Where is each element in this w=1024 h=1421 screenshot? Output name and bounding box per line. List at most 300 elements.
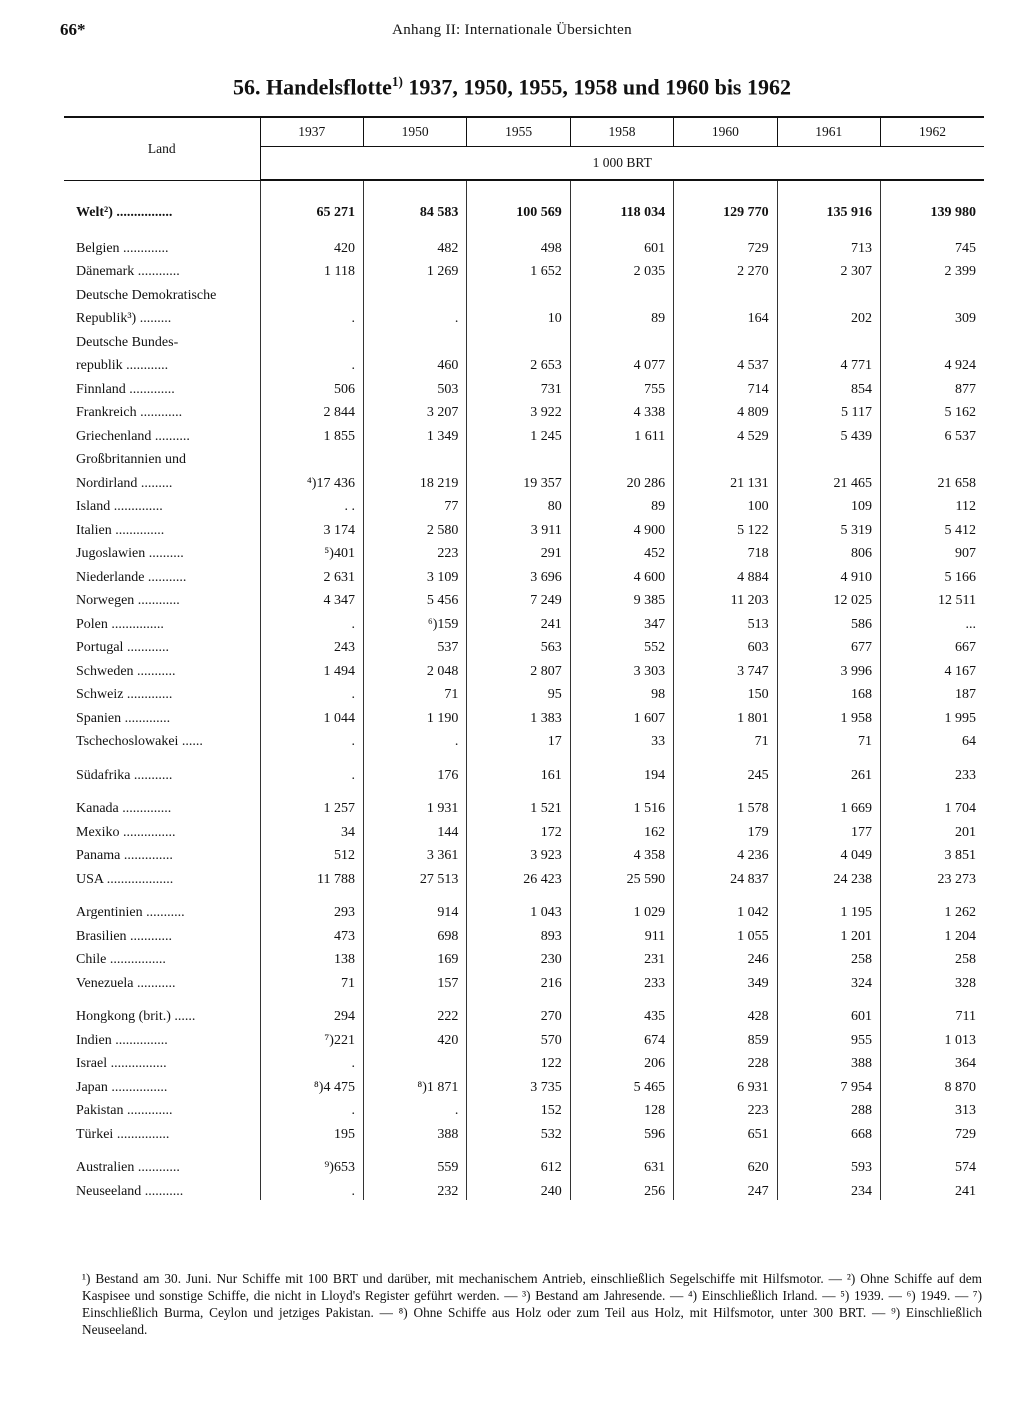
value-cell: 473 <box>260 921 363 945</box>
table-row <box>64 680 984 704</box>
value-cell: 1 043 <box>467 898 570 922</box>
value-cell: 24 238 <box>777 864 880 888</box>
table-row <box>64 633 984 657</box>
table-row <box>64 351 984 375</box>
value-cell: 388 <box>363 1119 466 1143</box>
value-cell: 674 <box>570 1025 673 1049</box>
country-label: Nordirland ......... <box>76 475 173 491</box>
country-label: Italien .............. <box>76 522 165 538</box>
value-cell: 1 801 <box>674 703 777 727</box>
value-cell: ... <box>880 609 984 633</box>
country-label: Deutsche Bundes- <box>76 334 179 350</box>
value-cell <box>570 445 673 469</box>
value-cell: 243 <box>260 633 363 657</box>
value-cell: 667 <box>880 633 984 657</box>
value-cell: 246 <box>674 945 777 969</box>
value-cell: 1 383 <box>467 703 570 727</box>
value-cell: ⁴)17 436 <box>260 468 363 492</box>
value-cell <box>674 280 777 304</box>
value-cell: 1 578 <box>674 794 777 818</box>
table-row <box>64 1072 984 1096</box>
value-cell: 2 807 <box>467 656 570 680</box>
year-header: 1937 <box>260 117 363 147</box>
value-cell: 364 <box>880 1049 984 1073</box>
value-cell: 677 <box>777 633 880 657</box>
country-label: Kanada .............. <box>76 801 172 816</box>
value-cell: 5 456 <box>363 586 466 610</box>
value-cell: . <box>260 304 363 328</box>
value-cell <box>363 1143 466 1153</box>
value-cell: 1 521 <box>467 794 570 818</box>
value-cell: 513 <box>674 609 777 633</box>
value-cell: 11 788 <box>260 864 363 888</box>
value-cell: 907 <box>880 539 984 563</box>
table-row <box>64 193 984 233</box>
value-cell <box>363 784 466 794</box>
value-cell: 711 <box>880 1002 984 1026</box>
value-cell: 1 044 <box>260 703 363 727</box>
value-cell: 2 035 <box>570 257 673 281</box>
table-row <box>64 656 984 680</box>
value-cell: 893 <box>467 921 570 945</box>
table-row <box>64 968 984 992</box>
country-label: Australien ............ <box>76 1160 180 1175</box>
value-cell: 2 844 <box>260 398 363 422</box>
year-header: 1962 <box>880 117 984 147</box>
country-label: Großbritannien und <box>76 452 187 467</box>
value-cell: 806 <box>777 539 880 563</box>
value-cell: 233 <box>880 760 984 784</box>
table-row <box>64 233 984 257</box>
table-row <box>64 1143 984 1153</box>
value-cell: 452 <box>570 539 673 563</box>
value-cell: 261 <box>777 760 880 784</box>
table-row <box>64 817 984 841</box>
value-cell: 4 529 <box>674 421 777 445</box>
value-cell: . <box>260 1176 363 1200</box>
value-cell: 228 <box>674 1049 777 1073</box>
value-cell: . <box>260 680 363 704</box>
value-cell: 1 118 <box>260 257 363 281</box>
value-cell <box>467 750 570 760</box>
value-cell: 574 <box>880 1153 984 1177</box>
value-cell: 112 <box>880 492 984 516</box>
value-cell: . <box>363 727 466 751</box>
value-cell: 168 <box>777 680 880 704</box>
value-cell <box>880 750 984 760</box>
value-cell: 729 <box>880 1119 984 1143</box>
value-cell: 177 <box>777 817 880 841</box>
footnotes: ¹) Bestand am 30. Juni. Nur Schiffe mit 100 BRT und darüber, mit mechanischem Antrieb, einschließlich Segelschiffe mit Hilfsmotor. — ²) Ohne Schiffe auf dem Kaspisee und sonstige Schiffe, die nicht in Lloyd's Register geführt werden. — ³) Bestand am Jahresende. — ⁴) Einschließlich Irland. — ⁵) 1939. — ⁶) 1949. — ⁷) Einschließlich Burma, Ceylon und jetziges Pakistan. — ⁸) Ohne Schiffe aus Holz oder zum Teil aus Holz, mit Hilfsmotor, unter 300 BRT. — ⁹) Einschließlich Neuseeland. <box>82 1271 982 1337</box>
value-cell <box>570 280 673 304</box>
table-row <box>64 888 984 898</box>
value-cell: 3 996 <box>777 656 880 680</box>
value-cell: 620 <box>674 1153 777 1177</box>
value-cell: ⁹)653 <box>260 1153 363 1177</box>
value-cell: 1 652 <box>467 257 570 281</box>
value-cell: 2 631 <box>260 562 363 586</box>
title-footnote-mark: 1) <box>391 74 403 89</box>
value-cell <box>467 445 570 469</box>
value-cell: 877 <box>880 374 984 398</box>
value-cell: 187 <box>880 680 984 704</box>
value-cell <box>777 280 880 304</box>
value-cell: 5 465 <box>570 1072 673 1096</box>
table-row <box>64 784 984 794</box>
land-header: Land <box>64 117 260 180</box>
country-label <box>64 750 260 760</box>
value-cell: 4 809 <box>674 398 777 422</box>
running-header: Anhang II: Internationale Übersichten <box>392 22 632 38</box>
value-cell: 5 166 <box>880 562 984 586</box>
country-label: Island .............. <box>76 499 163 514</box>
value-cell: 258 <box>777 945 880 969</box>
value-cell: 100 <box>674 492 777 516</box>
country-label <box>64 1143 260 1153</box>
value-cell: 169 <box>363 945 466 969</box>
table-row <box>64 562 984 586</box>
value-cell <box>363 180 466 193</box>
value-cell <box>880 280 984 304</box>
value-cell: 4 910 <box>777 562 880 586</box>
value-cell: 1 958 <box>777 703 880 727</box>
value-cell: 755 <box>570 374 673 398</box>
year-header: 1950 <box>363 117 466 147</box>
value-cell <box>777 888 880 898</box>
value-cell: 21 465 <box>777 468 880 492</box>
value-cell <box>674 784 777 794</box>
table-row <box>64 539 984 563</box>
value-cell: 4 771 <box>777 351 880 375</box>
country-label: Jugoslawien .......... <box>76 546 184 561</box>
value-cell: 2 307 <box>777 257 880 281</box>
value-cell: 552 <box>570 633 673 657</box>
country-label: Schweiz ............. <box>76 687 173 702</box>
value-cell <box>880 1143 984 1153</box>
value-cell: 5 117 <box>777 398 880 422</box>
value-cell: . <box>260 351 363 375</box>
value-cell: 460 <box>363 351 466 375</box>
value-cell: 231 <box>570 945 673 969</box>
value-cell: 109 <box>777 492 880 516</box>
table-name: Handelsflotte <box>265 74 392 100</box>
value-cell: 4 358 <box>570 841 673 865</box>
value-cell <box>467 280 570 304</box>
country-label: Neuseeland ........... <box>76 1183 184 1199</box>
table-row <box>64 1153 984 1177</box>
value-cell: 241 <box>880 1176 984 1200</box>
value-cell: 313 <box>880 1096 984 1120</box>
value-cell <box>260 784 363 794</box>
value-cell: 84 583 <box>363 193 466 233</box>
value-cell: 714 <box>674 374 777 398</box>
table-row <box>64 750 984 760</box>
country-label: Portugal ............ <box>76 640 169 655</box>
country-label: Japan ................ <box>76 1079 168 1095</box>
value-cell: 586 <box>777 609 880 633</box>
value-cell: 26 423 <box>467 864 570 888</box>
country-label: Republik³) ......... <box>76 311 172 326</box>
value-cell <box>674 1143 777 1153</box>
value-cell: 27 513 <box>363 864 466 888</box>
value-cell: 245 <box>674 760 777 784</box>
value-cell: 2 399 <box>880 257 984 281</box>
value-cell <box>674 888 777 898</box>
value-cell: 532 <box>467 1119 570 1143</box>
value-cell: ⁶)159 <box>363 609 466 633</box>
value-cell: 179 <box>674 817 777 841</box>
value-cell: 328 <box>880 968 984 992</box>
value-cell <box>880 888 984 898</box>
value-cell: 232 <box>363 1176 466 1200</box>
value-cell: 6 931 <box>674 1072 777 1096</box>
value-cell: 122 <box>467 1049 570 1073</box>
value-cell: 1 055 <box>674 921 777 945</box>
value-cell: 241 <box>467 609 570 633</box>
country-label: Schweden ........... <box>76 663 176 679</box>
table-row <box>64 468 984 492</box>
country-label: Tschechoslowakei ...... <box>76 734 203 749</box>
value-cell <box>260 750 363 760</box>
value-cell: 240 <box>467 1176 570 1200</box>
table-row <box>64 515 984 539</box>
value-cell: 2 580 <box>363 515 466 539</box>
value-cell: 4 884 <box>674 562 777 586</box>
table-row <box>64 492 984 516</box>
value-cell: 349 <box>674 968 777 992</box>
value-cell: 1 029 <box>570 898 673 922</box>
value-cell: 4 900 <box>570 515 673 539</box>
table-row <box>64 280 984 304</box>
value-cell: 7 249 <box>467 586 570 610</box>
value-cell <box>880 445 984 469</box>
value-cell: 482 <box>363 233 466 257</box>
value-cell: 309 <box>880 304 984 328</box>
value-cell: 100 569 <box>467 193 570 233</box>
value-cell: 7 954 <box>777 1072 880 1096</box>
value-cell: . <box>260 609 363 633</box>
value-cell: 18 219 <box>363 468 466 492</box>
value-cell: 1 269 <box>363 257 466 281</box>
value-cell: 2 048 <box>363 656 466 680</box>
value-cell: 144 <box>363 817 466 841</box>
value-cell: 3 174 <box>260 515 363 539</box>
value-cell <box>363 327 466 351</box>
table-row <box>64 841 984 865</box>
value-cell: 420 <box>363 1025 466 1049</box>
value-cell: 150 <box>674 680 777 704</box>
table-row <box>64 1119 984 1143</box>
value-cell: 911 <box>570 921 673 945</box>
value-cell: 4 236 <box>674 841 777 865</box>
table-row <box>64 864 984 888</box>
value-cell: ⁸)4 475 <box>260 1072 363 1096</box>
table-row <box>64 609 984 633</box>
value-cell <box>777 992 880 1002</box>
table-row <box>64 586 984 610</box>
value-cell: 601 <box>777 1002 880 1026</box>
value-cell: 1 257 <box>260 794 363 818</box>
table-row <box>64 257 984 281</box>
value-cell <box>570 1143 673 1153</box>
value-cell <box>777 180 880 193</box>
value-cell <box>777 784 880 794</box>
value-cell: 258 <box>880 945 984 969</box>
value-cell <box>260 888 363 898</box>
country-label: Welt²) ................ <box>76 205 173 220</box>
value-cell: 33 <box>570 727 673 751</box>
table-row <box>64 398 984 422</box>
value-cell: 172 <box>467 817 570 841</box>
value-cell: 71 <box>674 727 777 751</box>
value-cell <box>260 180 363 193</box>
value-cell: 24 837 <box>674 864 777 888</box>
value-cell: 651 <box>674 1119 777 1143</box>
value-cell: 718 <box>674 539 777 563</box>
value-cell: 4 537 <box>674 351 777 375</box>
value-cell: 3 747 <box>674 656 777 680</box>
country-label: Deutsche Demokratische <box>76 287 217 303</box>
value-cell: 157 <box>363 968 466 992</box>
table-row <box>64 374 984 398</box>
value-cell: 3 735 <box>467 1072 570 1096</box>
value-cell: 596 <box>570 1119 673 1143</box>
value-cell: 201 <box>880 817 984 841</box>
value-cell: 1 190 <box>363 703 466 727</box>
country-label: USA ................... <box>76 871 174 887</box>
value-cell: 1 204 <box>880 921 984 945</box>
table-row <box>64 703 984 727</box>
value-cell: 612 <box>467 1153 570 1177</box>
value-cell <box>363 992 466 1002</box>
table-row <box>64 421 984 445</box>
value-cell: 631 <box>570 1153 673 1177</box>
value-cell: 139 980 <box>880 193 984 233</box>
value-cell: 194 <box>570 760 673 784</box>
value-cell <box>260 445 363 469</box>
country-label: Mexiko ............... <box>76 824 176 840</box>
value-cell: 1 607 <box>570 703 673 727</box>
country-label: Griechenland .......... <box>76 428 190 444</box>
value-cell <box>363 888 466 898</box>
value-cell: 77 <box>363 492 466 516</box>
value-cell: 4 077 <box>570 351 673 375</box>
value-cell: 19 357 <box>467 468 570 492</box>
table-row <box>64 1176 984 1200</box>
value-cell <box>880 992 984 1002</box>
value-cell: 1 245 <box>467 421 570 445</box>
country-label: Indien ............... <box>76 1032 168 1048</box>
value-cell: 195 <box>260 1119 363 1143</box>
value-cell: 1 669 <box>777 794 880 818</box>
country-label: Brasilien ............ <box>76 928 173 944</box>
value-cell: 1 349 <box>363 421 466 445</box>
value-cell: ⁸)1 871 <box>363 1072 466 1096</box>
value-cell <box>260 280 363 304</box>
table-row <box>64 327 984 351</box>
country-label: republik ............ <box>76 358 169 373</box>
value-cell <box>467 1143 570 1153</box>
value-cell: 1 195 <box>777 898 880 922</box>
country-label: Chile ................ <box>76 952 166 967</box>
value-cell: 10 <box>467 304 570 328</box>
value-cell <box>674 180 777 193</box>
value-cell: 1 262 <box>880 898 984 922</box>
value-cell: 98 <box>570 680 673 704</box>
value-cell <box>777 750 880 760</box>
value-cell <box>363 445 466 469</box>
value-cell <box>363 750 466 760</box>
table-row <box>64 1049 984 1073</box>
value-cell: ⁷)221 <box>260 1025 363 1049</box>
value-cell: 503 <box>363 374 466 398</box>
year-header: 1958 <box>570 117 673 147</box>
value-cell <box>467 784 570 794</box>
value-cell <box>467 888 570 898</box>
table-row <box>64 1096 984 1120</box>
country-label: Belgien ............. <box>76 240 169 256</box>
value-cell: 1 611 <box>570 421 673 445</box>
value-cell: 8 870 <box>880 1072 984 1096</box>
value-cell <box>674 750 777 760</box>
country-label: Finnland ............. <box>76 381 175 397</box>
value-cell: 324 <box>777 968 880 992</box>
value-cell: 3 207 <box>363 398 466 422</box>
value-cell: 914 <box>363 898 466 922</box>
value-cell: 9 385 <box>570 586 673 610</box>
year-header: 1961 <box>777 117 880 147</box>
value-cell: 80 <box>467 492 570 516</box>
value-cell: 3 851 <box>880 841 984 865</box>
value-cell: 17 <box>467 727 570 751</box>
value-cell: . <box>260 727 363 751</box>
value-cell <box>777 1143 880 1153</box>
value-cell <box>260 327 363 351</box>
value-cell: 859 <box>674 1025 777 1049</box>
value-cell: 21 658 <box>880 468 984 492</box>
value-cell: 64 <box>880 727 984 751</box>
value-cell: 601 <box>570 233 673 257</box>
value-cell: 293 <box>260 898 363 922</box>
value-cell: 1 931 <box>363 794 466 818</box>
table-row <box>64 180 984 193</box>
value-cell: 4 167 <box>880 656 984 680</box>
value-cell: 5 162 <box>880 398 984 422</box>
value-cell: 3 361 <box>363 841 466 865</box>
value-cell: 223 <box>363 539 466 563</box>
value-cell <box>260 992 363 1002</box>
year-header: 1955 <box>467 117 570 147</box>
table-row <box>64 1002 984 1026</box>
value-cell: 71 <box>363 680 466 704</box>
country-label <box>64 180 260 193</box>
value-cell <box>570 992 673 1002</box>
value-cell: . . <box>260 492 363 516</box>
value-cell: 11 203 <box>674 586 777 610</box>
table-row <box>64 445 984 469</box>
value-cell: 3 911 <box>467 515 570 539</box>
value-cell <box>674 992 777 1002</box>
country-label: Hongkong (brit.) ...... <box>76 1009 196 1024</box>
country-label: Türkei ............... <box>76 1126 170 1142</box>
value-cell <box>570 180 673 193</box>
value-cell: 222 <box>363 1002 466 1026</box>
value-cell: 4 049 <box>777 841 880 865</box>
value-cell: 230 <box>467 945 570 969</box>
country-label: Israel ................ <box>76 1056 167 1071</box>
value-cell <box>467 327 570 351</box>
value-cell <box>880 784 984 794</box>
